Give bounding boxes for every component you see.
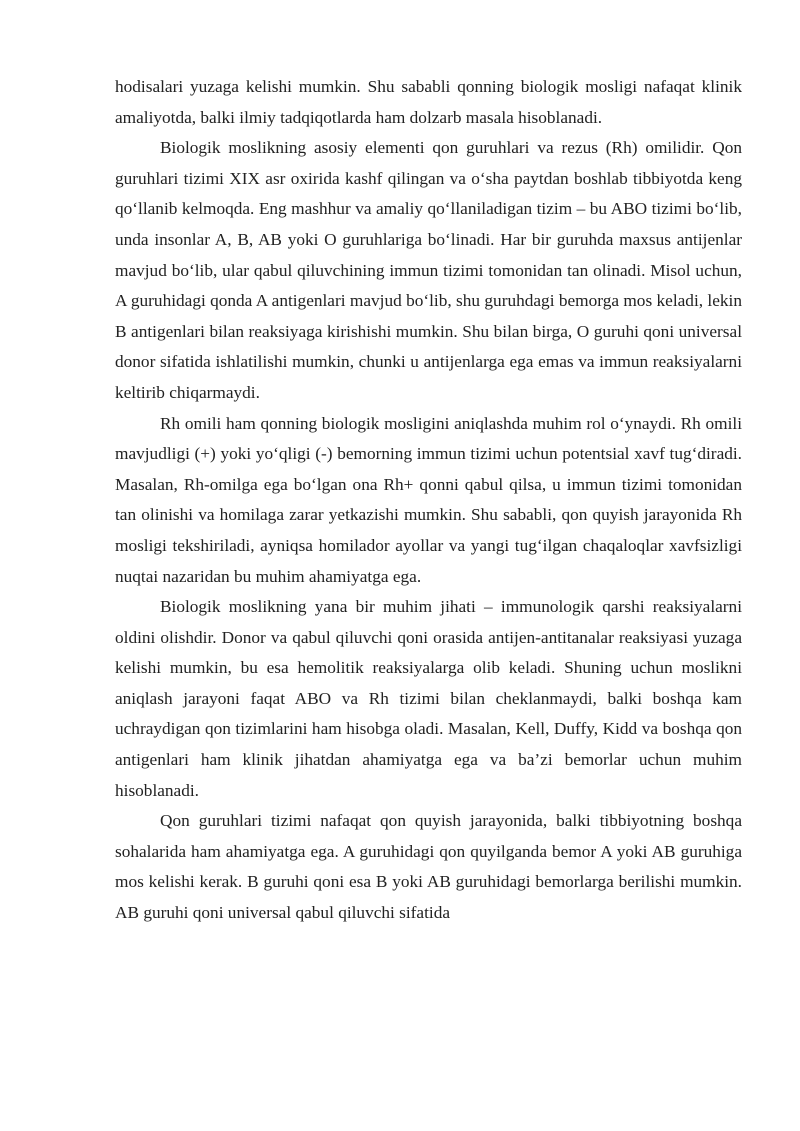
paragraph-immunologic-reactions: Biologik moslikning yana bir muhim jihati – immunologik qarshi reaksiyalarni oldini olishdir. Donor va qabul qiluvchi qoni orasida antijen-antitanalar reaksiyasi yuzaga kelishi mumkin, bu esa hemolitik reaksiyalarga olib keladi. Shuning uchun moslikni aniqlash jarayoni faqat ABO va Rh tizimi bilan cheklanmaydi, balki boshqa kam uchraydigan qon tizimlarini ham hisobga oladi. Masalan, Kell, Duffy, Kidd va boshqa qon antigenlari ham klinik jihatdan ahamiyatga ega va ba’zi bemorlar uchun muhim hisoblanadi. <box>115 597 742 800</box>
document-page <box>115 72 742 929</box>
paragraph-rh-factor: Rh omili ham qonning biologik mosligini aniqlashda muhim rol o‘ynaydi. Rh omili mavjudligi (+) yoki yo‘qligi (-) bemorning immun tizimi uchun potentsial xavf tug‘diradi. Masalan, Rh-omilga ega bo‘lgan ona Rh+ qonni qabul qilsa, u immun tizimi tomonidan tan olinishi va homilaga zarar yetkazishi mumkin. Shu sababli, qon quyish jarayonida Rh mosligi tekshiriladi, ayniqsa homilador ayollar va yangi tug‘ilgan chaqaloqlar xavfsizligi nuqtai nazaridan bu muhim ahamiyatga ega. <box>115 413 742 586</box>
paragraph-continuation: hodisalari yuzaga kelishi mumkin. Shu sababli qonning biologik mosligi nafaqat klinik amaliyotda, balki ilmiy tadqiqotlarda ham dolzarb masala hisoblanadi. <box>115 77 742 127</box>
paragraph-blood-groups: Biologik moslikning asosiy elementi qon guruhlari va rezus (Rh) omilidir. Qon guruhlari tizimi XIX asr oxirida kashf qilingan va o‘sha paytdan boshlab tibbiyotda keng qo‘llanib kelmoqda. Eng mashhur va amaliy qo‘llaniladigan tizim – bu ABO tizimi bo‘lib, unda insonlar A, B, AB yoki O guruhlariga bo‘linadi. Har bir guruhda maxsus antijenlar mavjud bo‘lib, ular qabul qiluvchining immun tizimi tomonidan tan olinadi. Misol uchun, A guruhidagi qonda A antigenlari mavjud bo‘lib, shu guruhdagi bemorga mos keladi, lekin B antigenlari bilan reaksiyaga kirishishi mumkin. Shu bilan birga, O guruhi qoni universal donor sifatida ishlatilishi mumkin, chunki u antijenlarga ega emas va immun reaksiyalarni keltirib chiqarmaydi. <box>115 138 742 402</box>
paragraph-other-fields: Qon guruhlari tizimi nafaqat qon quyish jarayonida, balki tibbiyotning boshqa sohalarida ham ahamiyatga ega. A guruhidagi qon quyilganda bemor A yoki AB guruhiga mos kelishi kerak. B guruhi qoni esa B yoki AB guruhidagi bemorlarga berilishi mumkin. AB guruhi qoni universal qabul qiluvchi sifatida <box>115 811 742 923</box>
